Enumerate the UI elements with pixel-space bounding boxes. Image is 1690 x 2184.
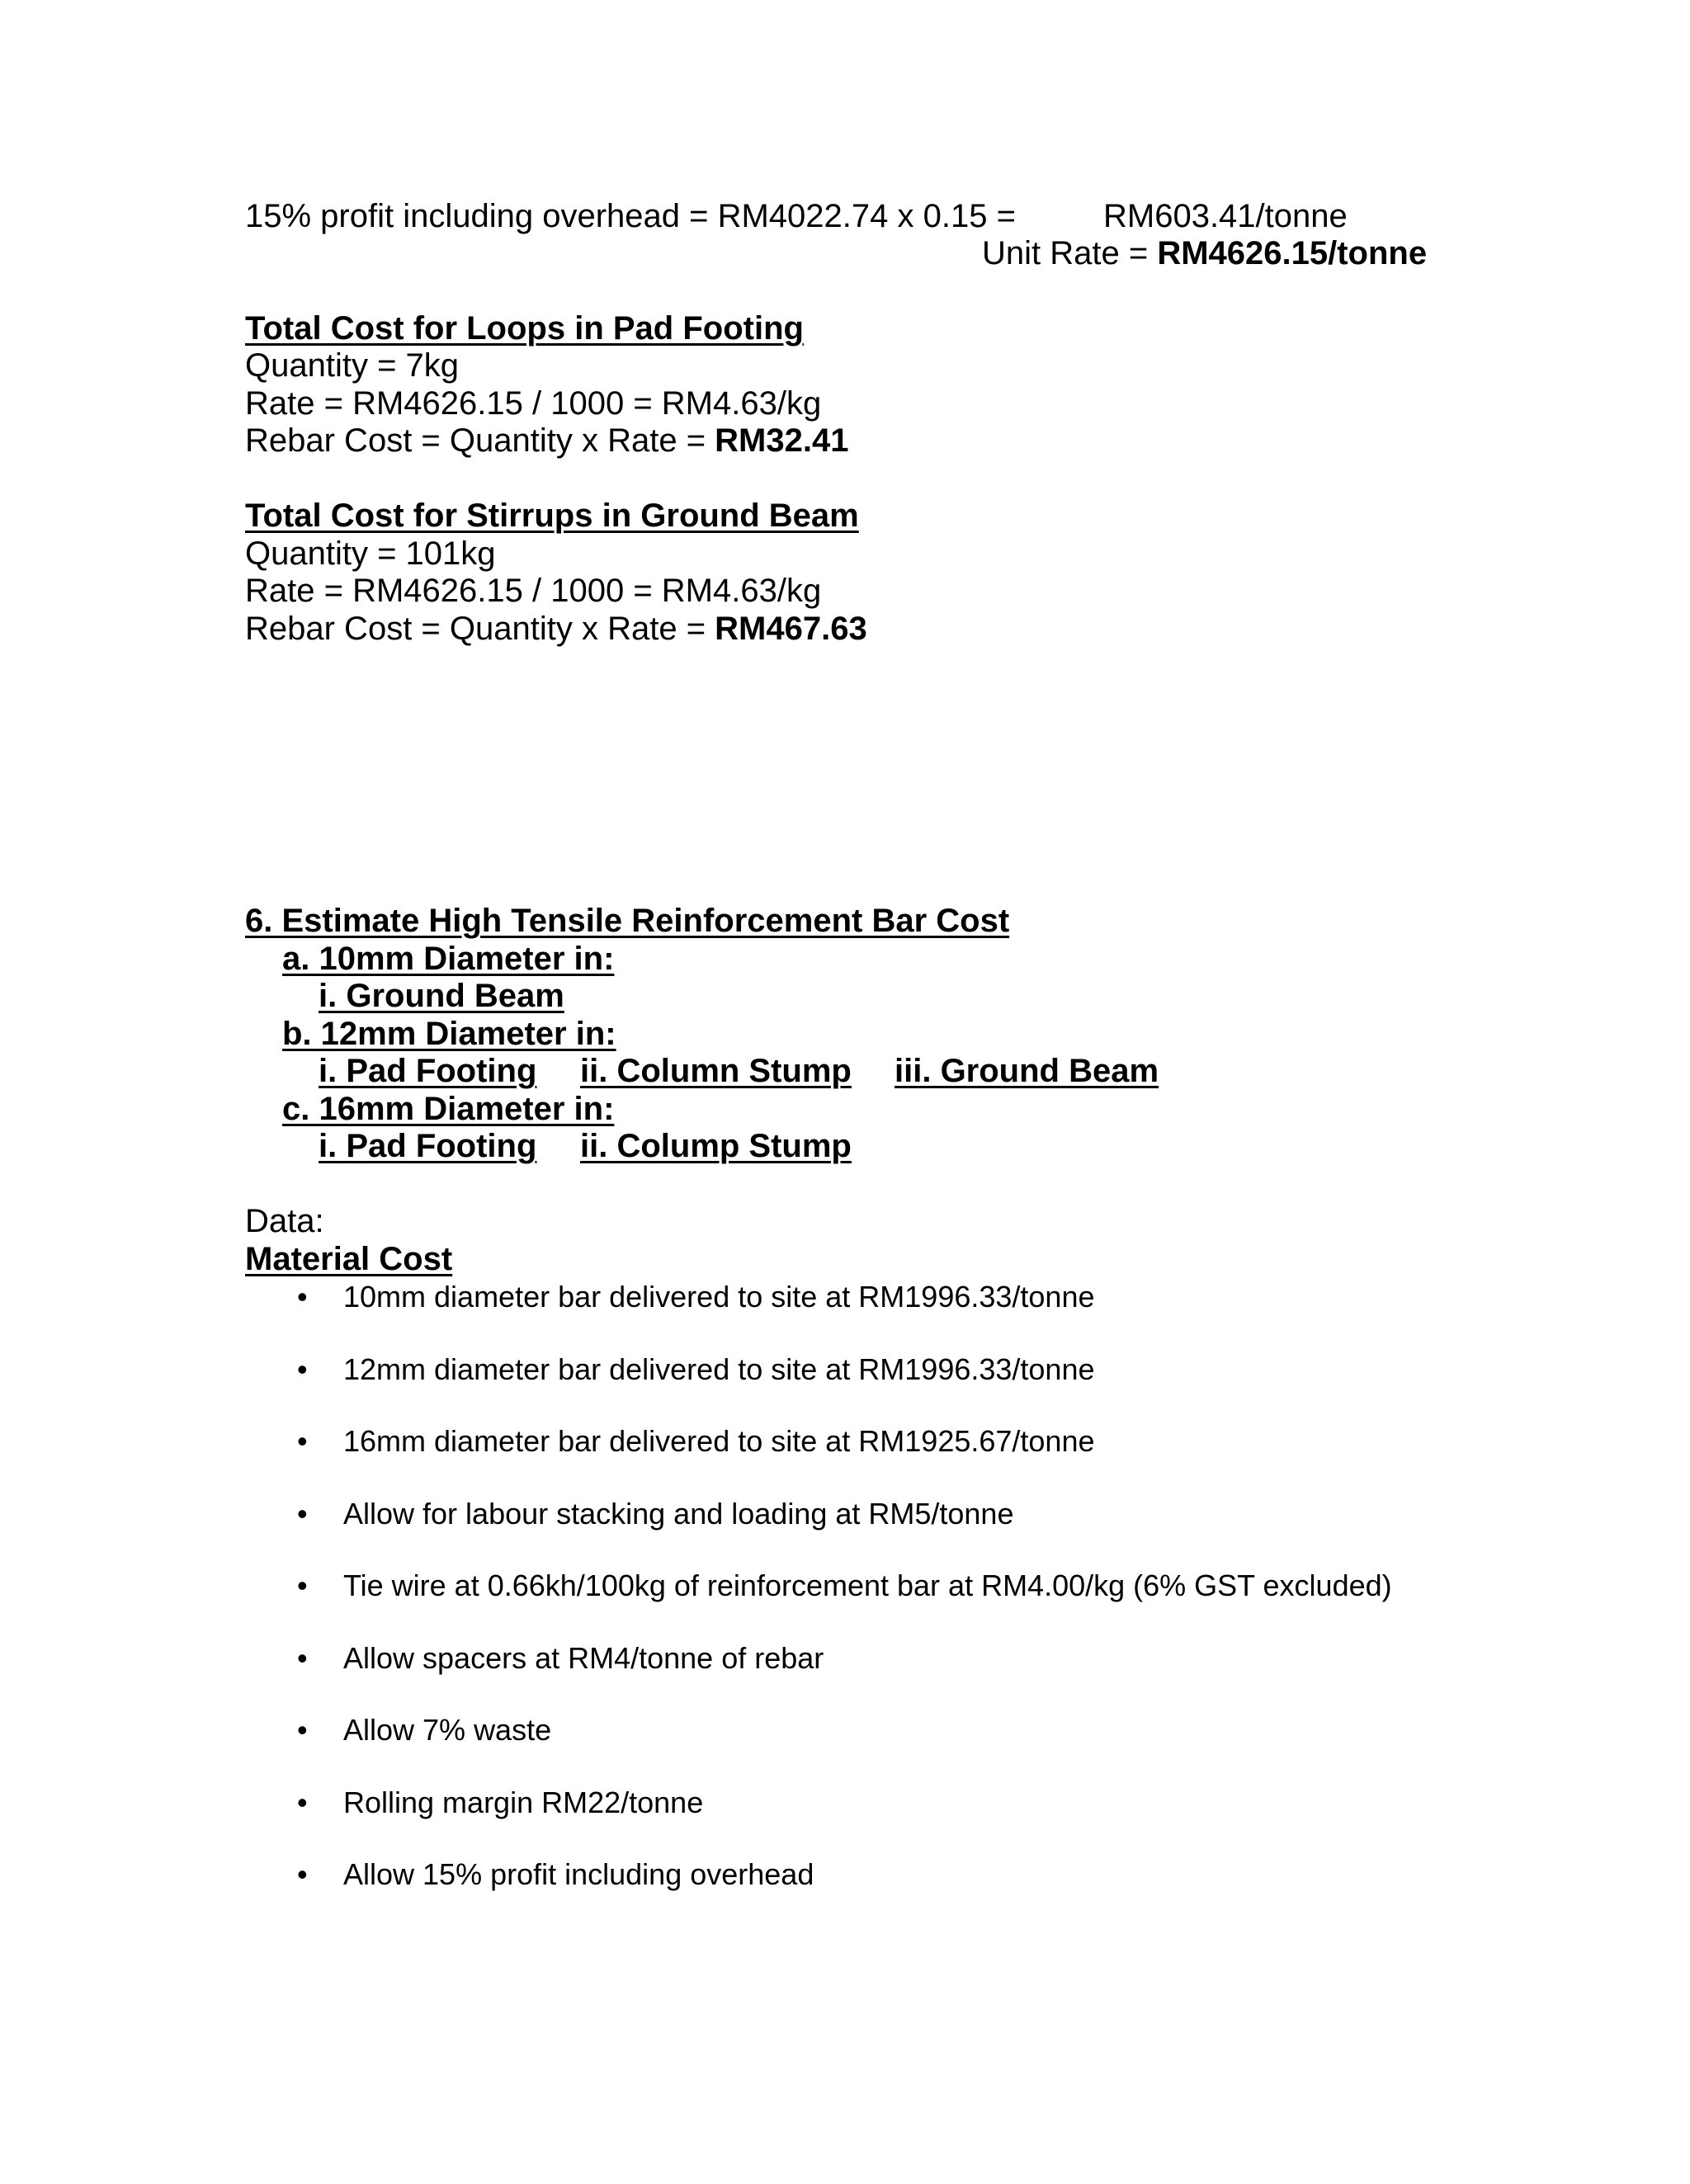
stirrups-cost-value: RM467.63 [715,611,867,647]
section6-heading: 6. Estimate High Tensile Reinforcement Bar Cost [245,903,1010,939]
section6-b-label: b. 12mm Diameter in: [282,1016,616,1052]
bullet-icon: • [297,1568,308,1602]
stirrups-heading: Total Cost for Stirrups in Ground Beam [245,498,859,534]
list-item-text: 12mm diameter bar delivered to site at RM1996.33/tonne [343,1352,1095,1386]
section6-b-item-2: ii. Column Stump [580,1053,852,1089]
profit-value: RM603.41/tonne [1103,198,1348,234]
list-item-text: Allow for labour stacking and loading at RM5/tonne [343,1497,1014,1531]
bullet-icon: • [297,1280,308,1314]
loops-heading: Total Cost for Loops in Pad Footing [245,310,804,347]
material-cost-heading: Material Cost [245,1241,453,1277]
section6-a-label: a. 10mm Diameter in: [282,941,615,977]
loops-rate: Rate = RM4626.15 / 1000 = RM4.63/kg [245,385,822,422]
stirrups-quantity: Quantity = 101kg [245,535,496,572]
list-item-text: Rolling margin RM22/tonne [343,1785,704,1819]
list-item-text: Allow 7% waste [343,1713,552,1747]
loops-quantity: Quantity = 7kg [245,347,460,384]
list-item-text: Allow 15% profit including overhead [343,1857,814,1891]
stirrups-rate: Rate = RM4626.15 / 1000 = RM4.63/kg [245,573,822,609]
section6-a-item-1: i. Ground Beam [319,978,564,1014]
stirrups-cost-line [245,610,867,648]
unit-rate-label: Unit Rate = [982,235,1158,271]
list-item-text: 16mm diameter bar delivered to site at RM1925.67/tonne [343,1424,1095,1458]
bullet-icon: • [297,1641,308,1675]
unit-rate-line [982,234,1427,272]
bullet-icon: • [297,1352,308,1386]
loops-cost-value: RM32.41 [715,422,849,459]
list-item-text: Allow spacers at RM4/tonne of rebar [343,1641,824,1675]
section6-c-item-1: i. Pad Footing [319,1128,537,1164]
stirrups-cost-label: Rebar Cost = Quantity x Rate = [245,611,715,647]
list-item-text: Tie wire at 0.66kh/100kg of reinforcement bar at RM4.00/kg (6% GST excluded) [343,1568,1392,1602]
profit-formula: 15% profit including overhead = RM4022.74 x 0.15 = [245,198,1016,234]
section6-b-item-1: i. Pad Footing [319,1053,537,1089]
list-item-text: 10mm diameter bar delivered to site at RM1996.33/tonne [343,1280,1095,1314]
section6-c-item-2: ii. Colump Stump [580,1128,852,1164]
loops-cost-line [245,422,848,460]
bullet-icon: • [297,1785,308,1819]
unit-rate-value: RM4626.15/tonne [1157,235,1428,271]
bullet-icon: • [297,1497,308,1531]
loops-cost-label: Rebar Cost = Quantity x Rate = [245,422,715,459]
section6-b-item-3: iii. Ground Beam [895,1053,1159,1089]
bullet-icon: • [297,1424,308,1458]
section6-c-label: c. 16mm Diameter in: [282,1091,615,1127]
data-label: Data: [245,1203,324,1239]
bullet-icon: • [297,1713,308,1747]
bullet-icon: • [297,1857,308,1891]
